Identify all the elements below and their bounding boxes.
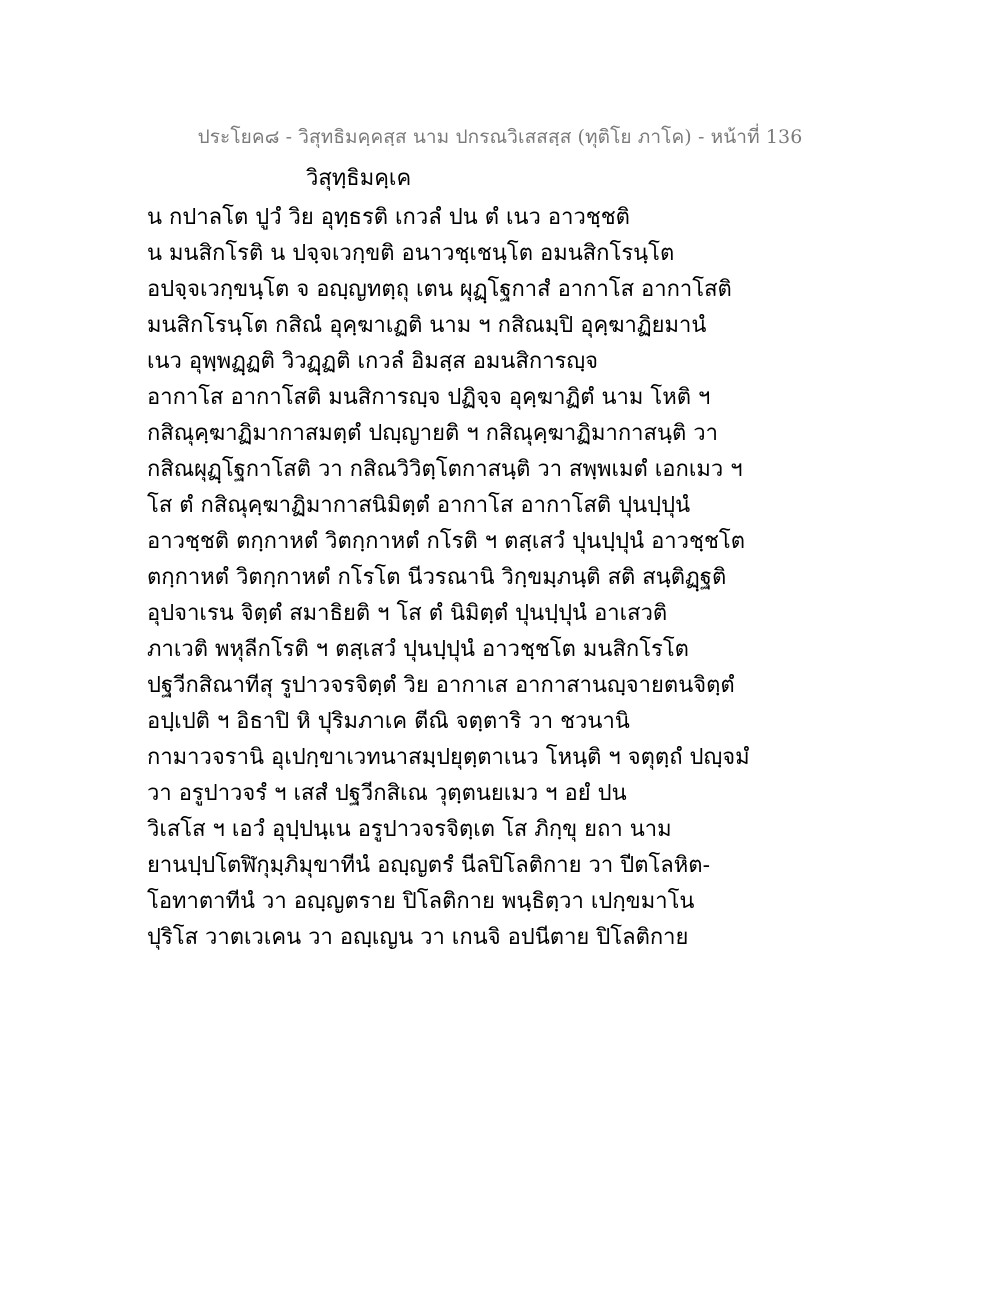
text-line: โส ตํ กสิณุคฺฆาฏิมากาสนิมิตฺตํ อากาโส อากาโสติ ปุนปฺปุนํ: [147, 493, 691, 518]
text-line: ปฐวีกสิณาทีสุ รูปาวจรจิตฺตํ วิย อากาเส อากาสานญฺจายตนจิตฺตํ: [147, 673, 735, 698]
text-line: อปฺเปติ ฯ อิธาปิ หิ ปุริมภาเค ตีณิ จตฺตาริ วา ชวนานิ: [147, 709, 630, 734]
text-line: อปจฺจเวกฺขนฺโต จ อญฺญทตฺถุ เตน ผุฏฺโฐกาสํ อากาโส อากาโสติ: [147, 277, 732, 302]
text-line: ภาเวติ พหุลีกโรติ ฯ ตสฺเสวํ ปุนปฺปุนํ อาวชฺชโต มนสิกโรโต: [147, 637, 689, 662]
text-line: กสิณุคฺฆาฏิมากาสมตฺตํ ปญฺญายติ ฯ กสิณุคฺฆาฏิมากาสนฺติ วา: [147, 421, 718, 446]
text-line: อากาโส อากาโสติ มนสิการญฺจ ปฏิจฺจ อุคฺฆาฏิตํ นาม โหติ ฯ: [147, 385, 711, 410]
text-line: มนสิกโรนฺโต กสิณํ อุคฺฆาเฏติ นาม ฯ กสิณมฺปิ อุคฺฆาฏิยมานํ: [147, 313, 707, 338]
text-line: ยานปฺปโตฬิกุมฺภิมุขาทีนํ อญฺญตรํ นีลปิโลติกาย วา ปีตโลหิต-: [147, 853, 711, 878]
text-line: โอทาตาทีนํ วา อญฺญตราย ปิโลติกาย พนฺธิตฺวา เปกฺขมาโน: [147, 889, 695, 914]
text-line: อาวชฺชติ ตกฺกาหตํ วิตกฺกาหตํ กโรติ ฯ ตสฺเสวํ ปุนปฺปุนํ อาวชฺชโต: [147, 529, 745, 554]
text-line: กามาวจรานิ อุเปกฺขาเวทนาสมฺปยุตฺตาเนว โหนฺติ ฯ จตุตฺถํ ปญฺจมํ: [147, 745, 750, 770]
text-line: น มนสิกโรติ น ปจฺจเวกฺขติ อนาวชฺเชนฺโต อมนสิกโรนฺโต: [147, 241, 675, 266]
running-header: ประโยค๘ - วิสุทธิมคฺคสฺส นาม ปกรณวิเสสสฺส (ทุติโย ภาโค) - หน้าที่ 136: [197, 126, 803, 148]
text-line: ปุริโส วาตเวเคน วา อญฺเญน วา เกนจิ อปนีตาย ปิโลติกาย: [147, 925, 689, 950]
text-line: ตกฺกาหตํ วิตกฺกาหตํ กโรโต นีวรณานิ วิกฺขมฺภนฺติ สติ สนฺติฏฺฐติ: [147, 565, 727, 590]
text-line: กสิณผุฏฺโฐกาโสติ วา กสิณวิวิตฺโตกาสนฺติ วา สพฺพเมตํ เอกเมว ฯ: [147, 457, 743, 482]
text-line: เนว อุพฺพฏฺฏติ วิวฏฺฏติ เกวลํ อิมสฺส อมนสิการญฺจ: [147, 349, 599, 374]
text-line: น กปาลโต ปูวํ วิย อุทฺธรติ เกวลํ ปน ตํ เนว อาวชฺชติ: [147, 205, 630, 230]
body-text: [147, 200, 750, 956]
text-line: วา อรูปาวจรํ ฯ เสสํ ปฐวีกสิเณ วุตฺตนยเมว ฯ อยํ ปน: [147, 781, 627, 806]
text-line: วิเสโส ฯ เอวํ อุปฺปนฺเน อรูปาวจรจิตฺเต โส ภิกฺขุ ยถา นาม: [147, 817, 672, 842]
text-line: อุปจาเรน จิตฺตํ สมาธิยติ ฯ โส ตํ นิมิตฺตํ ปุนปฺปุนํ อาเสวติ: [147, 601, 668, 626]
section-title: วิสุทฺธิมคฺเค: [306, 166, 412, 191]
